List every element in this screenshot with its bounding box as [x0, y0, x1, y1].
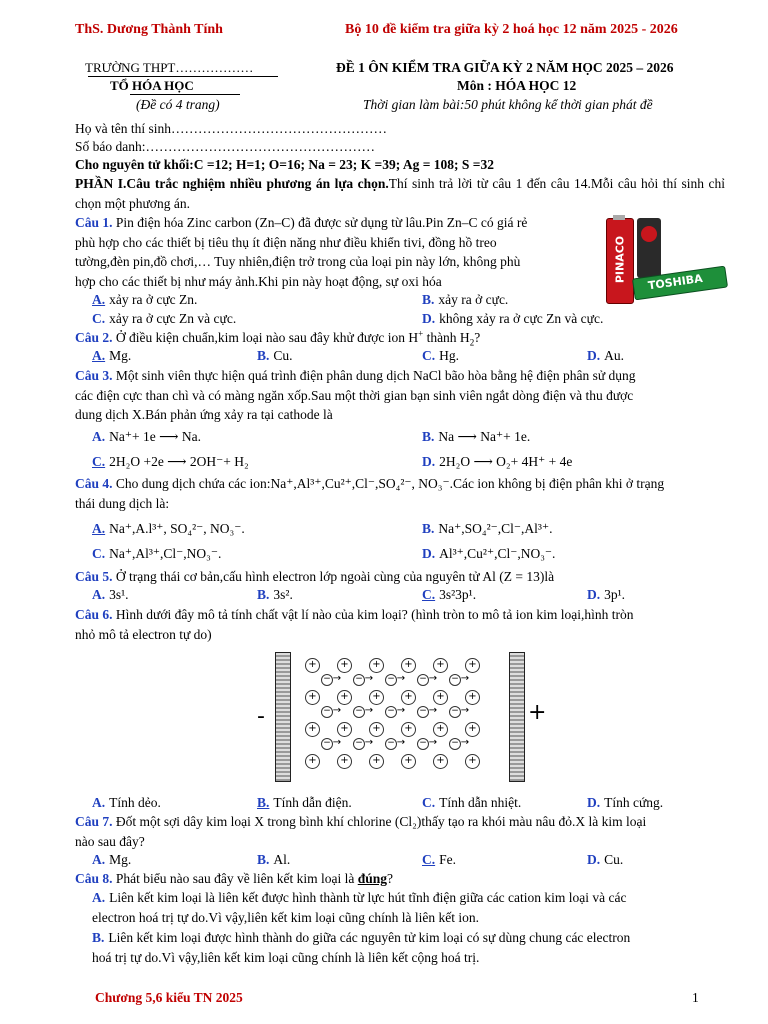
free-electron-icon: − — [321, 738, 333, 750]
q2-option-b[interactable]: B. Cu. — [257, 348, 293, 363]
metal-ion-icon: + — [369, 754, 384, 769]
metal-ion-icon: + — [337, 754, 352, 769]
electron-arrow-icon: → — [428, 705, 438, 716]
footer-chapter: Chương 5,6 kiểu TN 2025 — [95, 990, 243, 1005]
toshiba-battery: TOSHIBA — [632, 266, 728, 301]
q6-option-c[interactable]: C. Tính dẫn nhiệt. — [422, 795, 522, 810]
school-dept: TỔ HÓA HỌC — [110, 78, 194, 93]
header-author: ThS. Dương Thành Tính — [75, 22, 223, 37]
q1-option-d[interactable]: D. không xảy ra ở cực Zn và cực. — [422, 311, 604, 326]
electron-arrow-icon: → — [364, 737, 374, 748]
q6-option-a[interactable]: A. Tính dẻo. — [92, 795, 161, 810]
exam-pages: (Đề có 4 trang) — [136, 97, 220, 112]
question-8: Câu 8. Phát biểu nào sau đây về liên kết kim loại là đúng? — [75, 871, 393, 886]
q4-option-c[interactable]: C. Na⁺,Al³⁺,Cl⁻,NO₃⁻. — [92, 546, 222, 561]
metal-ion-icon: + — [305, 722, 320, 737]
metal-ion-icon: + — [465, 690, 480, 705]
exam-title: ĐỀ 1 ÔN KIỂM TRA GIỮA KỲ 2 NĂM HỌC 2025 – 2026 — [336, 60, 674, 75]
electron-arrow-icon: → — [460, 705, 470, 716]
q3-option-c[interactable]: C. 2H₂O +2e ⟶ 2OH⁻+ H₂ — [92, 454, 249, 469]
metal-ion-icon: + — [465, 754, 480, 769]
free-electron-icon: − — [417, 674, 429, 686]
question-6: Câu 6. Hình dưới đây mô tả tính chất vật lí nào của kim loại? (hình tròn to mô tả ion kim loại,hình tròn nhỏ mô tả electron tự do) — [75, 607, 634, 642]
q7-option-a[interactable]: A. Mg. — [92, 852, 132, 867]
atomic-masses: Cho nguyên tử khối:C =12; H=1; O=16; Na = 23; K =39; Ag = 108; S =32 — [75, 157, 494, 172]
q2-option-c[interactable]: C. Hg. — [422, 348, 459, 363]
battery-image — [603, 214, 723, 306]
q5-option-a[interactable]: A. 3s¹. — [92, 587, 129, 602]
electron-arrow-icon: → — [428, 673, 438, 684]
metal-ion-icon: + — [401, 658, 416, 673]
pinaco-battery: PINACO — [606, 218, 634, 304]
exam-subject: Môn : HÓA HỌC 12 — [457, 78, 577, 93]
metal-ion-icon: + — [337, 658, 352, 673]
free-electron-icon: − — [417, 706, 429, 718]
metal-ion-icon: + — [337, 722, 352, 737]
electron-arrow-icon: → — [364, 673, 374, 684]
candidate-id-field: Số báo danh:…………………………………………… — [75, 139, 375, 154]
free-electron-icon: − — [449, 674, 461, 686]
free-electron-icon: − — [353, 674, 365, 686]
q3-option-a[interactable]: A. Na⁺+ 1e ⟶ Na. — [92, 429, 201, 444]
electron-arrow-icon: → — [396, 737, 406, 748]
q8-option-a[interactable]: A. Liên kết kim loại là liên kết được hình thành từ lực hút tĩnh điện giữa các cation kim loại và các electron hoá trị tự do.Vì vậy,liên kết kim loại cũng chính là liên kết ion. — [92, 890, 627, 925]
free-electron-icon: − — [385, 674, 397, 686]
school-name: TRƯỜNG THPT……………… — [85, 60, 254, 75]
question-2: Câu 2. Ở điều kiện chuẩn,kim loại nào sau đây khử được ion H+ thành $H_2$? — [75, 328, 481, 348]
page-number: 1 — [692, 990, 699, 1005]
electron-arrow-icon: → — [396, 673, 406, 684]
q4-option-a[interactable]: A. Na⁺,A.l³⁺, SO₄²⁻, NO₃⁻. — [92, 521, 245, 536]
question-1: Câu 1. Pin điện hóa Zinc carbon (Zn–C) đã được sử dụng từ lâu.Pin Zn–C có giá rẻ phù hợp cho các thiết bị tiêu thụ ít điện năng như điều khiển tivi, đồng hồ treo tường,đèn pin,đồ chơi,… Tuy nhiên,điện trở trong của loại pin này lớn, không phù hợp cho các thiết bị như máy ảnh.Khi pin này hoạt động, sự oxi hóa — [75, 215, 528, 289]
q7-option-d[interactable]: D. Cu. — [587, 852, 624, 867]
q5-option-c[interactable]: C. 3s²3p¹. — [422, 587, 477, 602]
free-electron-icon: − — [417, 738, 429, 750]
negative-electrode — [275, 652, 291, 782]
q3-option-b[interactable]: B. Na ⟶ Na⁺+ 1e. — [422, 429, 531, 444]
question-3: Câu 3. Một sinh viên thực hiện quá trình điện phân dung dịch NaCl bão hòa bằng hệ điện phân sử dụng các điện cực than chì và có màng ngăn xốp.Sau một thời gian bạn sinh viên ngắt dòng điện và thu được dung dịch X.Bán phản ứng xảy ra tại cathode là — [75, 368, 636, 422]
q7-option-c[interactable]: C. Fe. — [422, 852, 456, 867]
q5-option-d[interactable]: D. 3p¹. — [587, 587, 626, 602]
metal-ion-icon: + — [465, 722, 480, 737]
metal-ion-icon: + — [401, 722, 416, 737]
positive-electrode — [509, 652, 525, 782]
q7-option-b[interactable]: B. Al. — [257, 852, 291, 867]
metal-ion-icon: + — [305, 658, 320, 673]
electron-arrow-icon: → — [428, 737, 438, 748]
metal-ion-icon: + — [369, 722, 384, 737]
free-electron-icon: − — [321, 706, 333, 718]
free-electron-icon: − — [385, 706, 397, 718]
q4-option-b[interactable]: B. Na⁺,SO₄²⁻,Cl⁻,Al³⁺. — [422, 521, 553, 536]
part1-header: PHẦN I.Câu trắc nghiệm nhiều phương án lựa chọn.Thí sinh trả lời từ câu 1 đến câu 14.Mỗi câu hỏi thí sinh chỉ chọn một phương án. — [75, 176, 725, 211]
negative-sign: - — [257, 704, 265, 729]
metal-ion-icon: + — [337, 690, 352, 705]
q6-option-d[interactable]: D. Tính cứng. — [587, 795, 664, 810]
q2-option-d[interactable]: D. Au. — [587, 348, 624, 363]
candidate-name-field: Họ và tên thí sinh………………………………………… — [75, 121, 387, 136]
metal-ion-icon: + — [305, 690, 320, 705]
free-electron-icon: − — [385, 738, 397, 750]
metal-ion-icon: + — [369, 690, 384, 705]
q8-option-b[interactable]: B. Liên kết kim loại được hình thành do giữa các nguyên tử kim loại có sự dùng chung các electron hoá trị tự do.Vì vậy,liên kết kim loại cũng chính là liên kết cộng hoá trị. — [92, 930, 631, 965]
metal-ion-icon: + — [433, 690, 448, 705]
question-5: Câu 5. Ở trạng thái cơ bản,cấu hình electron lớp ngoài cùng của nguyên tử Al (Z = 13)là — [75, 569, 555, 584]
header-series: Bộ 10 đề kiểm tra giữa kỳ 2 hoá học 12 năm 2025 - 2026 — [345, 22, 678, 37]
free-electron-icon: − — [353, 706, 365, 718]
metal-ion-icon: + — [401, 690, 416, 705]
electron-arrow-icon: → — [396, 705, 406, 716]
positive-sign: + — [528, 700, 547, 725]
q1-option-b[interactable]: B. xảy ra ở cực. — [422, 292, 509, 307]
free-electron-icon: − — [321, 674, 333, 686]
q6-option-b[interactable]: B. Tính dẫn điện. — [257, 795, 352, 810]
q4-option-d[interactable]: D. Al³⁺,Cu²⁺,Cl⁻,NO₃⁻. — [422, 546, 556, 561]
ion-electron-grid — [305, 658, 505, 778]
metal-ion-icon: + — [305, 754, 320, 769]
q2-option-a[interactable]: A. Mg. — [92, 348, 132, 363]
electron-arrow-icon: → — [332, 705, 342, 716]
free-electron-icon: − — [449, 738, 461, 750]
q1-option-a[interactable]: A. xảy ra ở cực Zn. — [92, 292, 198, 307]
question-7: Câu 7. Đốt một sợi dây kim loại X trong bình khí chlorine (Cl₂)thấy tạo ra khói màu nâu đỏ.X là kim loại nào sau đây? — [75, 814, 647, 849]
metal-conduction-diagram — [255, 648, 555, 786]
metal-ion-icon: + — [369, 658, 384, 673]
electron-arrow-icon: → — [332, 673, 342, 684]
metal-ion-icon: + — [433, 722, 448, 737]
electron-arrow-icon: → — [460, 673, 470, 684]
metal-ion-icon: + — [433, 658, 448, 673]
metal-ion-icon: + — [465, 658, 480, 673]
q1-option-c[interactable]: C. xảy ra ở cực Zn và cực. — [92, 311, 237, 326]
question-4: Câu 4. Cho dung dịch chứa các ion:Na⁺,Al³⁺,Cu²⁺,Cl⁻,SO₄²⁻, NO₃⁻.Các ion không bị điện phân khi ở trạng thái dung dịch là: — [75, 476, 665, 511]
q5-option-b[interactable]: B. 3s². — [257, 587, 293, 602]
electron-arrow-icon: → — [332, 737, 342, 748]
electron-arrow-icon: → — [460, 737, 470, 748]
free-electron-icon: − — [449, 706, 461, 718]
metal-ion-icon: + — [401, 754, 416, 769]
exam-time: Thời gian làm bài:50 phút không kể thời gian phát đề — [363, 97, 653, 112]
q3-option-d[interactable]: D. 2H₂O ⟶ O₂+ 4H⁺ + 4e — [422, 454, 573, 469]
electron-arrow-icon: → — [364, 705, 374, 716]
metal-ion-icon: + — [433, 754, 448, 769]
free-electron-icon: − — [353, 738, 365, 750]
